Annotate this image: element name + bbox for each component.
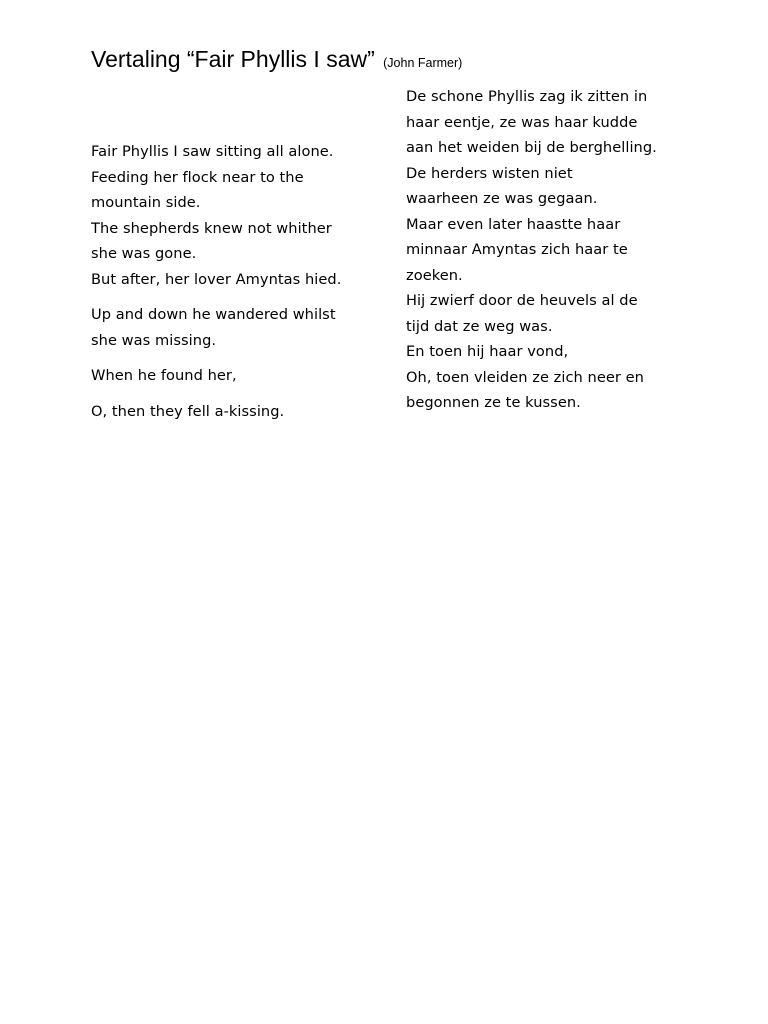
dutch-translation-column: [406, 84, 706, 416]
english-lyrics-column: [91, 139, 381, 424]
lyric-line: O, then they fell a-kissing.: [91, 402, 285, 420]
translation-line: Maar even later haastte haar: [406, 215, 621, 233]
translation-line: De herders wisten niet: [406, 164, 573, 182]
lyric-line: Feeding her flock near to the: [91, 168, 304, 186]
translation-line: zoeken.: [406, 266, 463, 284]
lyric-line: she was missing.: [91, 331, 217, 349]
translation-line: minnaar Amyntas zich haar te: [406, 241, 628, 258]
translation-line: aan het weiden bij de berghelling.: [406, 139, 657, 156]
translation-line: begonnen ze te kussen.: [406, 394, 581, 411]
translation-line: De schone Phyllis zag ik zitten in: [406, 88, 648, 105]
title-text: Vertaling “Fair Phyllis I saw”: [91, 46, 375, 72]
english-stanza-2: [91, 302, 381, 353]
english-stanza-4: [91, 399, 381, 425]
translation-line: haar eentje, ze was haar kudde: [406, 113, 638, 131]
translation-line: tijd dat ze weg was.: [406, 317, 553, 335]
translation-line: Oh, toen vleiden ze zich neer en: [406, 368, 644, 386]
lyric-line: When he found her,: [91, 367, 237, 384]
title-composer: (John Farmer): [383, 56, 463, 70]
translation-line: waarheen ze was gegaan.: [406, 190, 598, 207]
lyric-line: Fair Phyllis I saw sitting all alone.: [91, 143, 334, 160]
document-title: [91, 44, 462, 78]
lyric-line: Up and down he wandered whilst: [91, 306, 336, 323]
lyric-line: mountain side.: [91, 194, 201, 211]
translation-line: Hij zwierf door de heuvels al de: [406, 292, 638, 309]
english-stanza-1: [91, 139, 381, 292]
lyric-line: The shepherds knew not whither: [91, 219, 332, 237]
lyric-line: But after, her lover Amyntas hied.: [91, 270, 342, 288]
english-stanza-3: [91, 363, 381, 389]
lyric-line: she was gone.: [91, 245, 197, 262]
translation-line: En toen hij haar vond,: [406, 343, 569, 360]
